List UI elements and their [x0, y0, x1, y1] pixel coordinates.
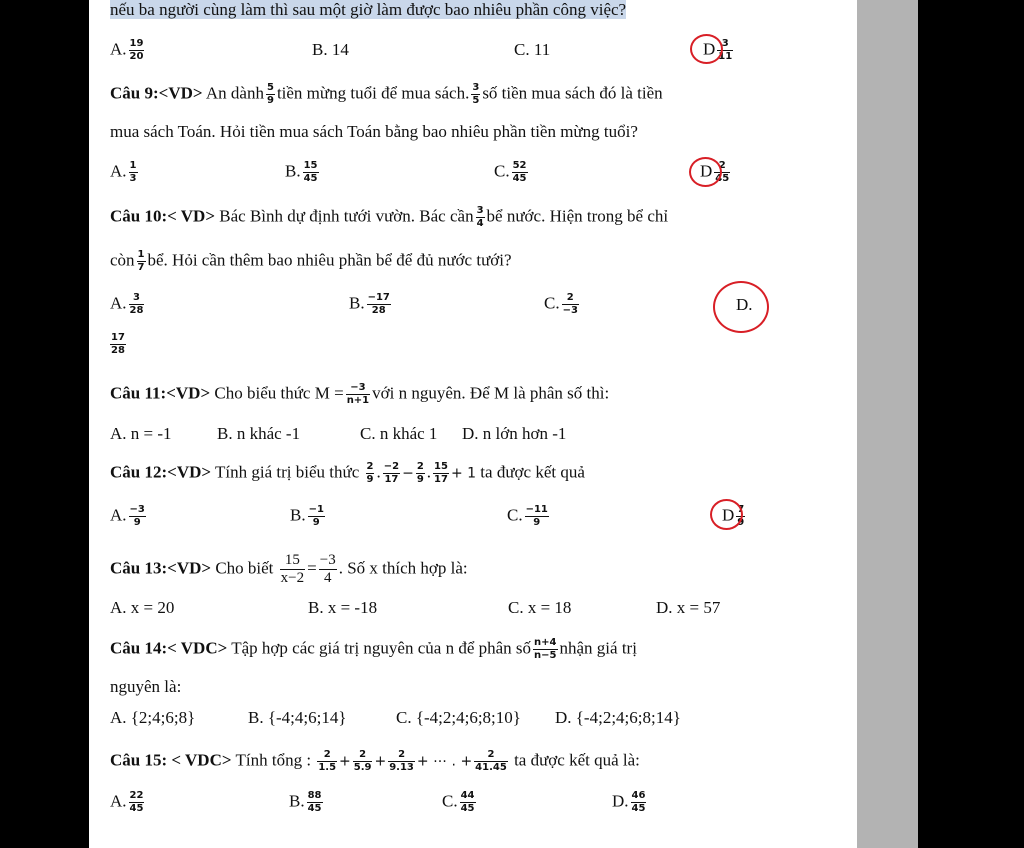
q9-option-b: B. $\frac{15}{45}$	[285, 160, 318, 184]
q9-line-2: mua sách Toán. Hỏi tiền mua sách Toán bằng bao nhiêu phần tiền mừng tuổi?	[110, 122, 638, 141]
q9-option-d: D $\frac{2}{45}$	[700, 160, 730, 184]
q13-option-a: A. x = 20	[110, 598, 175, 617]
q10-option-a: A. $\frac{3}{28}$	[110, 292, 144, 316]
q12-option-a: A. $\frac{-3}{9}$	[110, 504, 145, 528]
q10-line-2: còn $\frac{1}{7}$ bể. Hỏi cần thêm bao nhiêu phần bể để đủ nước tưới?	[110, 249, 512, 273]
q14-line-2: nguyên là:	[110, 677, 182, 696]
q14-option-d: D. {-4;2;4;6;8;14}	[555, 708, 681, 727]
q9-option-a: A. $\frac{1}{3}$	[110, 160, 137, 184]
q8-option-c: C. 11	[514, 40, 551, 59]
q14-label: Câu 14:< VDC>	[110, 638, 228, 658]
q15-option-a: A. $\frac{22}{45}$	[110, 790, 144, 814]
q14-option-c: C. {-4;2;4;6;8;10}	[396, 708, 521, 727]
document-page	[89, 0, 857, 848]
q10-option-d-value: $\frac{17}{28}$	[111, 332, 125, 356]
answer-circle-q12	[710, 499, 743, 530]
q10-line-1: Câu 10:< VD> Bác Bình dự định tưới vườn. Bác cần $\frac{3}{4}$ bể nước. Hiện trong bể chỉ	[110, 205, 669, 229]
q11-option-b: B. n khác -1	[217, 424, 301, 443]
q14-option-a: A. {2;4;6;8}	[110, 708, 196, 727]
q10-option-b: B. $\frac{-17}{28}$	[349, 292, 390, 316]
answer-circle-q10	[713, 281, 769, 333]
q12-option-b: B. $\frac{-1}{9}$	[290, 504, 324, 528]
q11-line: Câu 11:<VD> Cho biểu thức M = $\frac{-3}{n+1}$ với n nguyên. Để M là phân số thì:	[110, 382, 610, 406]
q13-option-d: D. x = 57	[656, 598, 721, 617]
answer-circle-q9	[689, 157, 722, 187]
q9-option-c: C. $\frac{52}{45}$	[494, 160, 527, 184]
q11-option-d: D. n lớn hơn -1	[462, 424, 567, 443]
q13-option-b: B. x = -18	[308, 598, 378, 617]
q8-tail-text: nếu ba người cùng làm thì sau một giờ làm được bao nhiêu phần công việc?	[110, 0, 627, 19]
q15-line: Câu 15: < VDC> Tính tổng : $\frac{2}{1.5}$ + $\frac{2}{5.9}$ + $\frac{2}{9.13}$ + ⋯ . + $\frac{2}{41.45}$ ta được kết quả là:	[110, 749, 640, 773]
q15-option-c: C. $\frac{44}{45}$	[442, 790, 475, 814]
q11-label: Câu 11:<VD>	[110, 383, 211, 403]
q10-label: Câu 10:< VD>	[110, 206, 216, 226]
q10-option-c: C. $\frac{2}{-3}$	[544, 292, 578, 316]
q12-option-c: C. $\frac{-11}{9}$	[507, 504, 548, 528]
q14-option-b: B. {-4;4;6;14}	[248, 708, 347, 727]
q8-option-d: D $\frac{3}{11}$	[703, 38, 733, 62]
q12-label: Câu 12:<VD>	[110, 462, 212, 482]
q15-option-d: D. $\frac{46}{45}$	[612, 790, 646, 814]
q8-tail	[110, 0, 626, 20]
q13-option-c: C. x = 18	[508, 598, 572, 617]
q8-option-a: A. $\frac{19}{20}$	[110, 38, 144, 62]
q15-option-b: B. $\frac{88}{45}$	[289, 790, 322, 814]
q10-option-d: D.	[736, 295, 753, 314]
q11-option-c: C. n khác 1	[360, 424, 438, 443]
q11-option-a: A. n = -1	[110, 424, 172, 443]
q9-line-1: Câu 9:<VD> An dành $\frac{5}{9}$ tiền mừng tuổi để mua sách. $\frac{3}{5}$ số tiền mua sách đó là tiền	[110, 82, 663, 106]
q15-label: Câu 15: < VDC>	[110, 750, 232, 770]
q14-line-1: Câu 14:< VDC> Tập hợp các giá trị nguyên của n để phân số $\frac{n+4}{n-5}$ nhận giá trị	[110, 637, 637, 661]
q9-label: Câu 9:<VD>	[110, 83, 203, 103]
viewer-gutter	[857, 0, 918, 848]
q12-line: Câu 12:<VD> Tính giá trị biểu thức $\frac{2}{9}$ . $\frac{-2}{17}$ − $\frac{2}{9}$ . $\frac{15}{17}$ + 1 ta được kết quả	[110, 461, 585, 485]
q13-line: Câu 13:<VD> Cho biết $\frac{15}{x-2}$ = $\frac{-3}{4}$ . Số x thích hợp là:	[110, 552, 468, 586]
q8-option-b: B. 14	[312, 40, 349, 59]
q13-label: Câu 13:<VD>	[110, 558, 212, 578]
q12-option-d: D $\frac{7}{9}$	[722, 504, 745, 528]
answer-circle-q8	[690, 34, 723, 64]
